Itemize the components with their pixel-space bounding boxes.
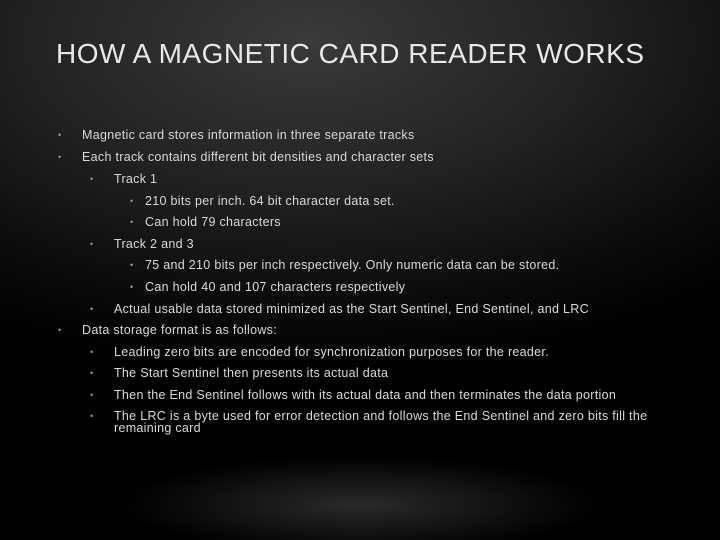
bullet-text: Each track contains different bit densities and character sets [82,150,434,164]
bullet-marker: • [130,196,134,206]
bullet-marker: • [90,368,94,378]
bullet-marker: • [130,217,134,227]
bullet-text: Data storage format is as follows: [82,323,277,337]
bullet-text: Actual usable data stored minimized as the Start Sentinel, End Sentinel, and LRC [114,302,589,316]
bullet-text: Can hold 40 and 107 characters respectively [145,280,406,294]
bullet-marker: • [90,239,94,249]
bullet-marker: • [58,130,62,140]
bullet-text: Magnetic card stores information in three separate tracks [82,128,415,142]
bullet-text: Leading zero bits are encoded for synchronization purposes for the reader. [114,345,549,359]
bullet-text: Track 2 and 3 [114,237,194,251]
bullet-marker: • [130,282,134,292]
slide-title: HOW A MAGNETIC CARD READER WORKS [56,38,645,69]
bullet-marker: • [58,325,62,335]
bullet-text: 210 bits per inch. 64 bit character data set. [145,194,395,208]
bullet-marker: • [90,411,94,421]
bullet-marker: • [58,152,62,162]
bullet-text: Then the End Sentinel follows with its actual data and then terminates the data portion [114,388,617,402]
bullet-marker: • [90,390,94,400]
bullet-text: The LRC is a byte used for error detection and follows the End Sentinel and zero bits fill the remaining card [114,409,648,435]
bullet-marker: • [90,174,94,184]
bullet-text: Track 1 [114,172,158,186]
bullet-text: 75 and 210 bits per inch respectively. Only numeric data can be stored. [145,258,560,272]
bullet-marker: • [90,304,94,314]
bullet-marker: • [90,347,94,357]
bullet-text: The Start Sentinel then presents its actual data [114,366,389,380]
bullet-marker: • [130,260,134,270]
bullet-text: Can hold 79 characters [145,215,281,229]
